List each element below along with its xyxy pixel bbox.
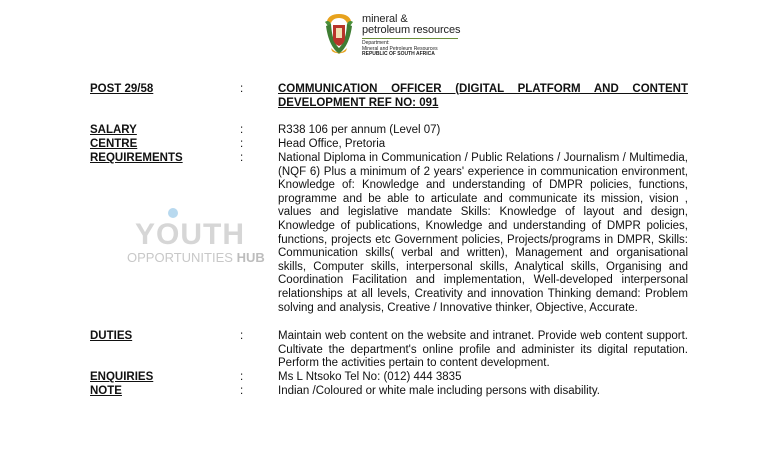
watermark-small-main: OPPORTUNITIES bbox=[127, 250, 237, 265]
enquiries-value: Ms L Ntsoko Tel No: (012) 444 3835 bbox=[278, 371, 462, 383]
post-colon: : bbox=[240, 83, 244, 95]
department-logo bbox=[322, 12, 472, 62]
salary-colon: : bbox=[240, 124, 244, 136]
logo-line-1: mineral & bbox=[362, 13, 408, 25]
note-colon: : bbox=[240, 385, 244, 397]
coat-of-arms-icon bbox=[322, 12, 356, 56]
logo-dept: Department: bbox=[362, 40, 390, 46]
watermark-small-bold: HUB bbox=[236, 250, 265, 265]
logo-ministry: Mineral and Petroleum Resources bbox=[362, 45, 438, 52]
salary-value: R338 106 per annum (Level 07) bbox=[278, 124, 441, 136]
centre-colon: : bbox=[240, 138, 244, 150]
watermark-dot-icon bbox=[168, 208, 178, 218]
salary-label: SALARY bbox=[90, 124, 137, 136]
logo-divider bbox=[362, 38, 458, 39]
requirements-value: National Diploma in Communication / Public Relations / Journalism / Multimedia, (NQF 6) Plus a minimum of 2 years' experience in communication environment, Knowledge of: Knowledge and understanding of DMPR policies, functions, programme and be able to articulate and communicate its mission, vision , values and legislative mandate Skills: Knowledge of layout and design, Knowledge of publications, Knowledge and understanding of DMPR policies, functions, projects etc Government policies, Projects/programs in DMPR, Skills: Communication skills( verbal and written), Management and organisational skills, Computer skills, interpersonal skills, Analytical skills, Organising and Coordination Facilitation and implementation, Well-developed interpersonal relationships at all levels, Creativity and innovation Thinking demand: Problem solving and analysis, Creative / Innovative thinker, Objective, Accurate. bbox=[278, 152, 688, 314]
duties-label: DUTIES bbox=[90, 330, 133, 342]
watermark-small-text bbox=[127, 251, 265, 264]
requirements-colon: : bbox=[240, 152, 244, 164]
note-value: Indian /Coloured or white male including persons with disability. bbox=[278, 385, 600, 397]
watermark-big-text: YOUTH bbox=[135, 218, 245, 251]
logo-country: REPUBLIC OF SOUTH AFRICA bbox=[362, 51, 435, 57]
duties-value: Maintain web content on the website and intranet. Provide web content support. Cultivate the department's online profile and administer its digital reputation. Perform the activities pertain to content development. bbox=[278, 330, 688, 370]
centre-label: CENTRE bbox=[90, 138, 138, 150]
post-label: POST 29/58 bbox=[90, 83, 154, 95]
enquiries-label: ENQUIRIES bbox=[90, 371, 154, 383]
youth-opportunities-hub-watermark bbox=[127, 204, 263, 268]
centre-value: Head Office, Pretoria bbox=[278, 138, 386, 150]
requirements-label: REQUIREMENTS bbox=[90, 152, 183, 164]
post-title: COMMUNICATION OFFICER (DIGITAL PLATFORM AND CONTENT DEVELOPMENT REF NO: 091 bbox=[278, 83, 688, 109]
enquiries-colon: : bbox=[240, 371, 244, 383]
duties-colon: : bbox=[240, 330, 244, 342]
note-label: NOTE bbox=[90, 385, 122, 397]
logo-line-2: petroleum resources bbox=[362, 24, 461, 36]
